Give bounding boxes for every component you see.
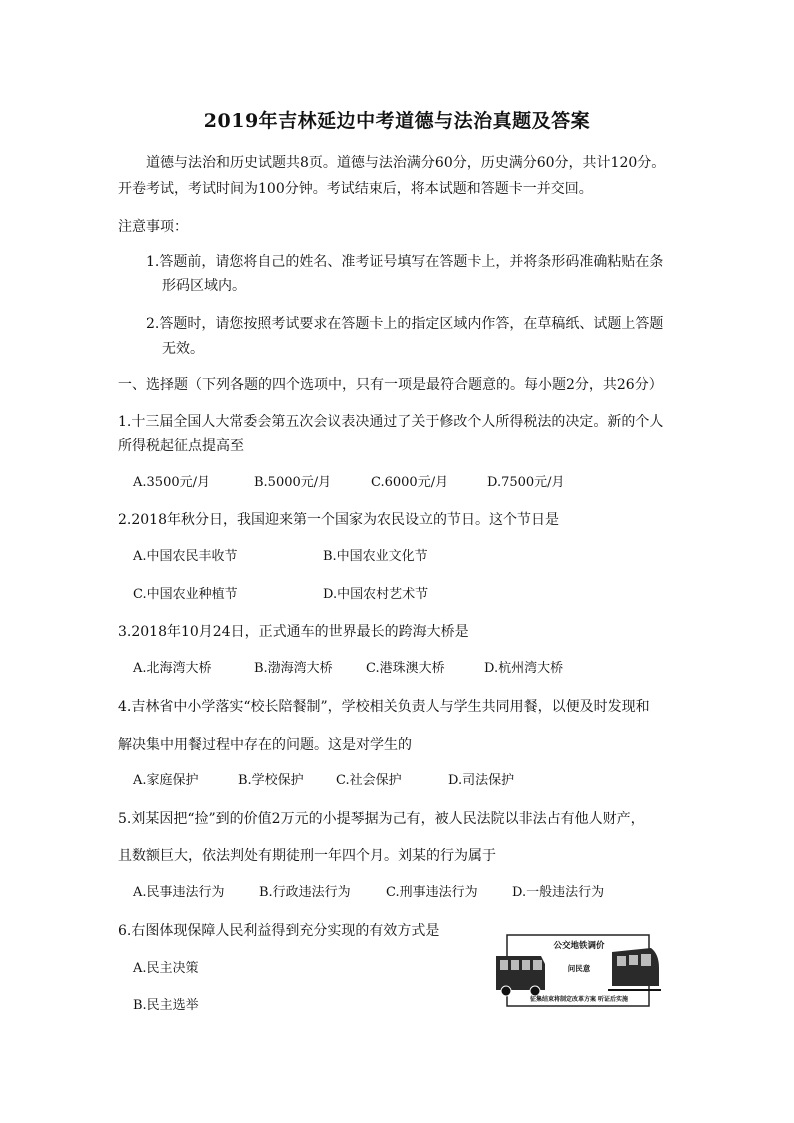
question-6-option-b: B.民主选举	[133, 998, 199, 1013]
bus-icon	[496, 956, 545, 996]
question-2-option-d: D.中国农村艺术节	[323, 587, 429, 602]
question-1-option-d: D.7500元/月	[487, 475, 565, 490]
question-3-option-d: D.杭州湾大桥	[484, 661, 564, 676]
figure-bottom-text: 征集结束将制定改革方案 听证后实施	[529, 996, 629, 1003]
question-5-line-1: 5.刘某因把“捡”到的价值2万元的小提琴据为己有，被人民法院以非法占有他人财产，	[118, 811, 645, 827]
question-1-line-2: 所得税起征点提高至	[118, 438, 244, 454]
question-4-option-c: C.社会保护	[336, 773, 402, 788]
intro-line-1: 道德与法治和历史试题共8页。道德与法治满分60分，历史满分60分，共计120分。	[146, 155, 666, 171]
section-heading: 一、选择题（下列各题的四个选项中，只有一项是最符合题意的。每小题2分，共26分）	[118, 377, 663, 393]
question-5-option-b: B.行政违法行为	[259, 885, 351, 900]
question-3-line-1: 3.2018年10月24日，正式通车的世界最长的跨海大桥是	[118, 624, 469, 640]
question-4-line-2: 解决集中用餐过程中存在的问题。这是对学生的	[118, 737, 412, 753]
question-1-option-c: C.6000元/月	[371, 475, 449, 490]
question-4-option-a: A.家庭保护	[133, 773, 199, 788]
question-2-option-a: A.中国农民丰收节	[133, 549, 238, 564]
question-6-option-a: A.民主决策	[133, 961, 199, 976]
question-4-option-b: B.学校保护	[238, 773, 304, 788]
figure-top-text: 公交地铁调价	[553, 941, 605, 951]
question-5-option-a: A.民事违法行为	[133, 885, 225, 900]
question-5-option-d: D.一般违法行为	[512, 885, 605, 900]
question-1-option-b: B.5000元/月	[254, 475, 332, 490]
question-2-option-c: C.中国农业种植节	[133, 587, 238, 602]
question-6-line-1: 6.右图体现保障人民利益得到充分实现的有效方式是	[118, 923, 440, 939]
question-4-line-1: 4.吉林省中小学落实“校长陪餐制”，学校相关负责人与学生共同用餐，以便及时发现和	[118, 699, 650, 715]
question-1-line-1: 1.十三届全国人大常委会第五次会议表决通过了关于修改个人所得税法的决定。新的个人	[118, 414, 664, 430]
fare-hearing-figure	[495, 934, 662, 1008]
question-3-option-b: B.渤海湾大桥	[254, 661, 333, 676]
notice-item-2-line-2: 无效。	[162, 341, 204, 357]
notice-item-1-line-2: 形码区域内。	[162, 278, 246, 294]
intro-line-2: 开卷考试，考试时间为100分钟。考试结束后，将本试题和答题卡一并交回。	[118, 181, 593, 197]
question-2-line-1: 2.2018年秋分日，我国迎来第一个国家为农民设立的节日。这个节日是	[118, 512, 559, 528]
question-5-line-2: 且数额巨大，依法判处有期徒刑一年四个月。刘某的行为属于	[118, 848, 496, 864]
question-4-option-d: D.司法保护	[448, 773, 515, 788]
question-2-option-b: B.中国农业文化节	[323, 549, 428, 564]
notice-item-2-line-1: 2.答题时，请您按照考试要求在答题卡上的指定区域内作答，在草稿纸、试题上答题	[146, 316, 664, 332]
notice-item-1-line-1: 1.答题前，请您将自己的姓名、准考证号填写在答题卡上，并将条形码准确粘贴在条	[146, 254, 664, 270]
question-3-option-c: C.港珠澳大桥	[366, 661, 445, 676]
question-5-option-c: C.刑事违法行为	[386, 885, 478, 900]
figure-middle-text: 问民意	[567, 964, 591, 973]
subway-train-icon	[608, 948, 661, 990]
fare-hearing-illustration	[495, 934, 662, 1008]
question-3-option-a: A.北海湾大桥	[133, 661, 212, 676]
page-title: 2019年吉林延边中考道德与法治真题及答案	[203, 110, 591, 132]
question-1-option-a: A.3500元/月	[133, 475, 210, 490]
notice-heading: 注意事项：	[118, 219, 188, 235]
